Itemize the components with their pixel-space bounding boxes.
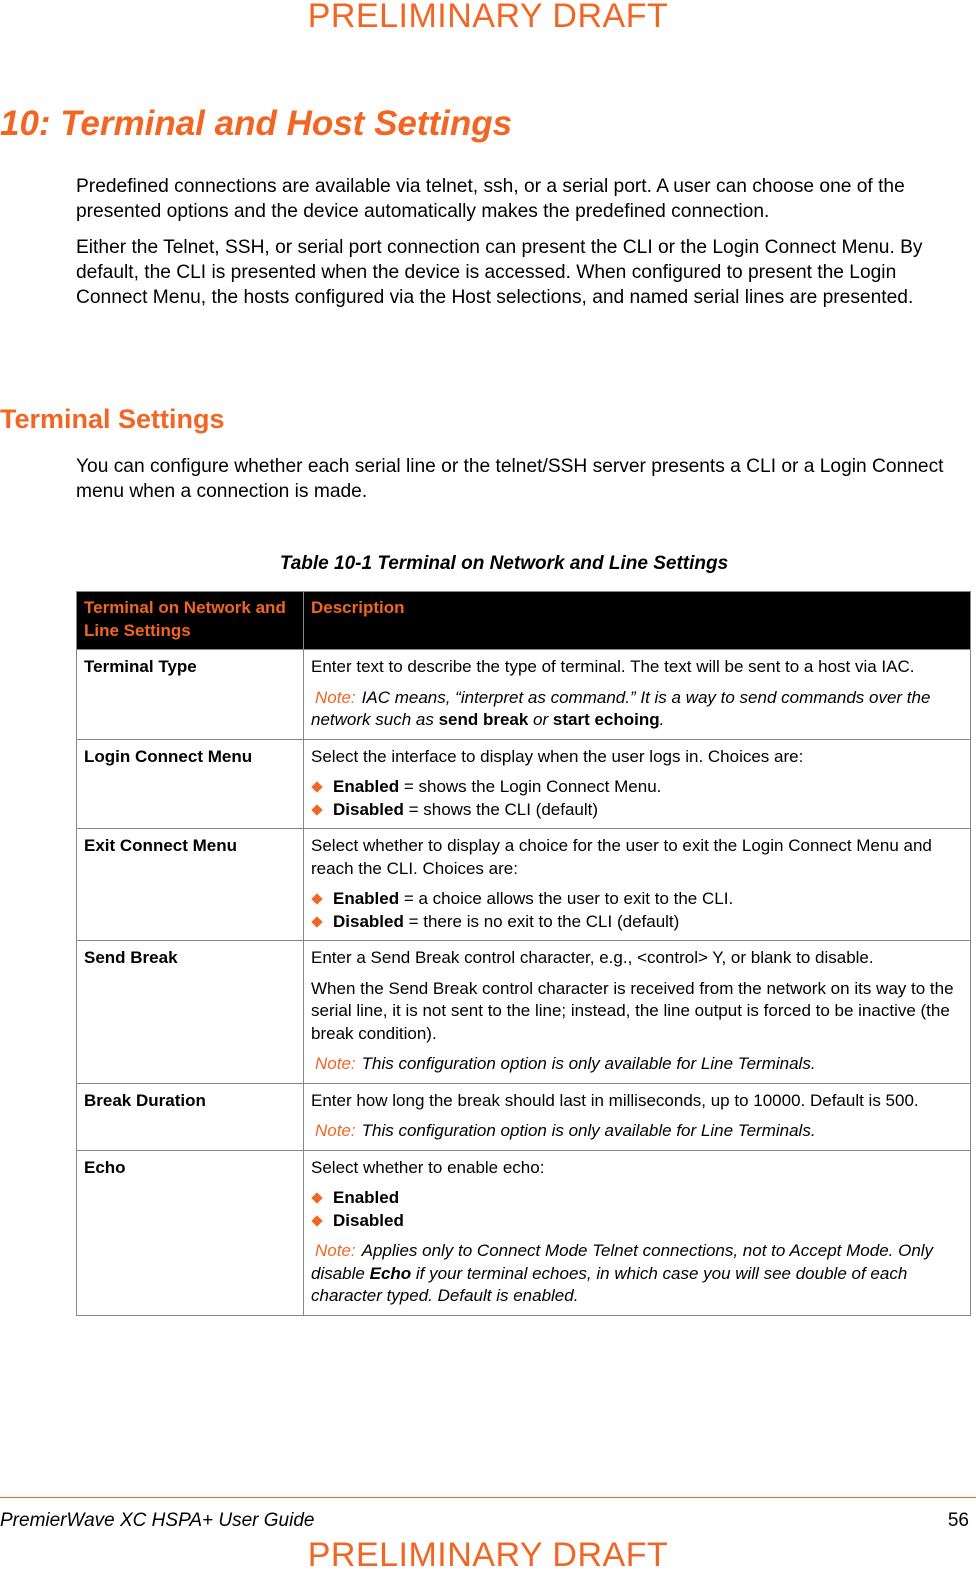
- table-header-row: [77, 592, 971, 650]
- description-text: Select whether to display a choice for the user to exit the Login Connect Menu and reach the CLI. Choices are:: [311, 836, 932, 878]
- table-caption: Table 10-1 Terminal on Network and Line Settings: [279, 553, 729, 574]
- table-row: [77, 829, 971, 941]
- table-row: [77, 739, 971, 829]
- footer-divider: [0, 1497, 976, 1498]
- list-item: Disabled: [311, 1210, 964, 1233]
- intro-paragraph-2: Either the Telnet, SSH, or serial port connection can present the CLI or the Login Connect Menu. By default, the CLI is presented when the device is accessed. When configured to present the Login Connect Menu, the hosts configured via the Host selections, and named serial lines are presented.: [76, 237, 923, 308]
- note: Note: This configuration option is only available for Line Terminals.: [315, 1121, 816, 1140]
- description-text: Enter a Send Break control character, e.g., <control> Y, or blank to disable.: [311, 948, 874, 967]
- setting-description: [304, 941, 971, 1084]
- choice-list: [311, 776, 964, 821]
- list-item: Enabled: [311, 1187, 964, 1210]
- diamond-bullet-icon: [311, 1192, 322, 1203]
- setting-description: [304, 829, 971, 941]
- section-title: Terminal Settings: [0, 404, 225, 434]
- note-label: Note:: [315, 1054, 356, 1073]
- description-text: Enter how long the break should last in milliseconds, up to 10000. Default is 500.: [311, 1090, 919, 1110]
- intro-paragraph-1: Predefined connections are available via telnet, ssh, or a serial port. A user can choose one of the presented options and the device automatically makes the predefined connection.: [76, 176, 905, 222]
- diamond-bullet-icon: [311, 781, 322, 792]
- setting-description: [304, 650, 971, 740]
- setting-description: [304, 1150, 971, 1315]
- note-label: Note:: [315, 1121, 356, 1140]
- diamond-bullet-icon: [311, 1215, 322, 1226]
- diamond-bullet-icon: [311, 804, 322, 815]
- diamond-bullet-icon: [311, 893, 322, 904]
- table-row: [77, 1083, 971, 1150]
- setting-name: Login Connect Menu: [77, 739, 304, 829]
- note: Note: This configuration option is only available for Line Terminals.: [315, 1054, 816, 1073]
- watermark-bottom: PRELIMINARY DRAFT: [307, 1536, 669, 1574]
- choice-list: [311, 1187, 964, 1232]
- settings-table: [76, 591, 971, 1316]
- watermark-top: PRELIMINARY DRAFT: [307, 0, 669, 35]
- note-label: Note:: [315, 1241, 356, 1260]
- description-text: Select the interface to display when the user logs in. Choices are:: [311, 746, 804, 766]
- setting-name: Terminal Type: [77, 650, 304, 740]
- description-text: Enter text to describe the type of terminal. The text will be sent to a host via IAC.: [311, 657, 915, 676]
- setting-name: Exit Connect Menu: [77, 829, 304, 941]
- header-description: Description: [304, 592, 971, 650]
- list-item: Enabled = a choice allows the user to exit to the CLI.: [311, 888, 964, 911]
- note: Note: IAC means, “interpret as command.” It is a way to send commands over the network such as send break or start echoing.: [311, 687, 931, 729]
- choice-list: [311, 888, 964, 933]
- section-paragraph: You can configure whether each serial line or the telnet/SSH server presents a CLI or a Login Connect menu when a connection is made.: [76, 456, 944, 502]
- diamond-bullet-icon: [311, 916, 322, 927]
- description-text: Select whether to enable echo:: [311, 1157, 545, 1177]
- table-row: [77, 650, 971, 740]
- table-row: [77, 1150, 971, 1315]
- description-text: When the Send Break control character is received from the network on its way to the serial line, it is not sent to the line; instead, the line output is forced to be inactive (the break condition).: [311, 978, 954, 1043]
- page-number: 56: [947, 1510, 969, 1531]
- setting-description: [304, 1083, 971, 1150]
- chapter-title: 10: Terminal and Host Settings: [0, 104, 513, 143]
- footer-guide-title: PremierWave XC HSPA+ User Guide: [0, 1510, 315, 1531]
- table-row: [77, 941, 971, 1084]
- setting-name: Send Break: [77, 941, 304, 1084]
- note: Note: Applies only to Connect Mode Telnet connections, not to Accept Mode. Only disable Echo if your terminal echoes, in which case you will see double of each character typed. Default is enabled.: [311, 1241, 934, 1305]
- note-label: Note:: [315, 687, 356, 707]
- setting-name: Break Duration: [77, 1083, 304, 1150]
- setting-description: [304, 739, 971, 829]
- header-setting-name: Terminal on Network and Line Settings: [77, 592, 304, 650]
- list-item: Enabled = shows the Login Connect Menu.: [311, 776, 964, 799]
- list-item: Disabled = shows the CLI (default): [311, 799, 964, 822]
- list-item: Disabled = there is no exit to the CLI (default): [311, 911, 964, 934]
- setting-name: Echo: [77, 1150, 304, 1315]
